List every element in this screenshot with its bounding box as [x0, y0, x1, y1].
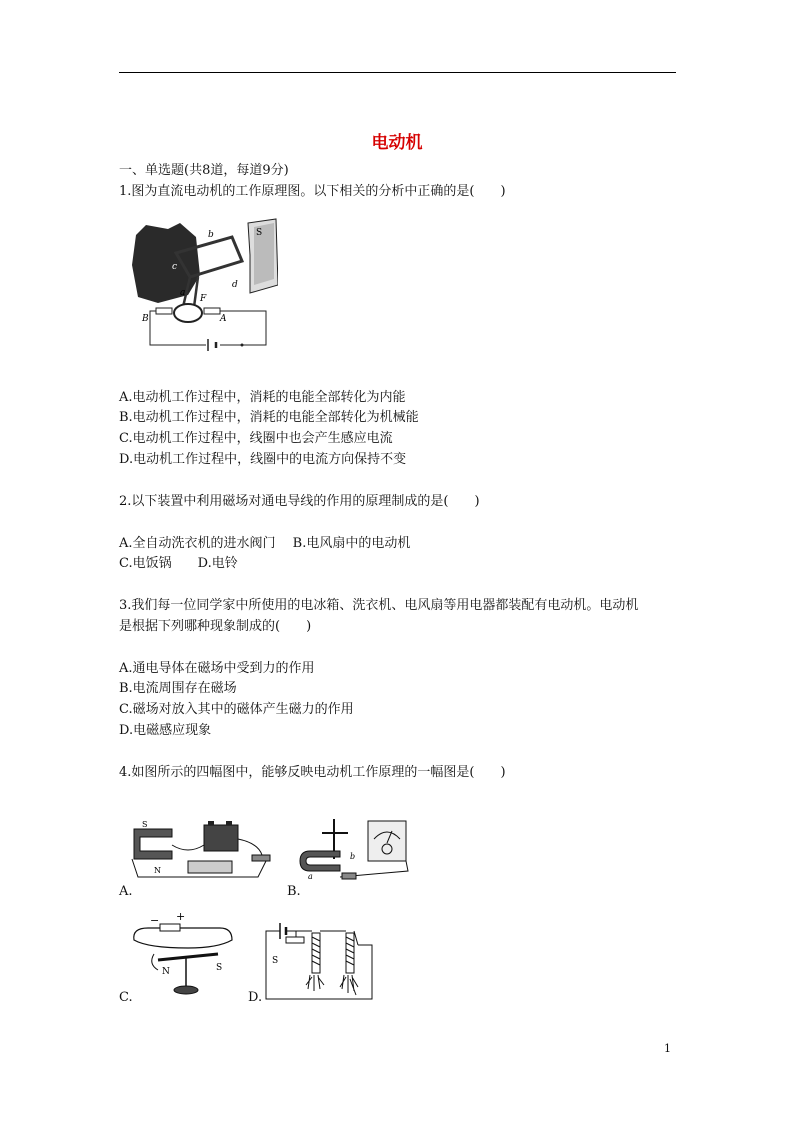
- iron-filings-2: [340, 975, 358, 995]
- switch: [342, 873, 356, 879]
- q4-label-c: C.: [119, 990, 133, 1005]
- q4-figure-a: [128, 815, 278, 885]
- section-heading: 一、单选题(共8道，每道9分): [119, 163, 289, 178]
- q3-option-d: D.电磁感应现象: [119, 723, 212, 738]
- svg-text:+: +: [176, 910, 186, 923]
- svg-text:A: A: [220, 314, 227, 324]
- svg-text:S: S: [142, 820, 148, 829]
- q2-options-row1: A.全自动洗衣机的进水阀门 B.电风扇中的电动机: [119, 536, 411, 551]
- needle-stand: [174, 986, 198, 994]
- magnet-n-pole: [132, 223, 200, 303]
- svg-text:c: c: [172, 262, 178, 272]
- q4-label-b: B.: [287, 884, 301, 899]
- header-rule: [119, 72, 676, 73]
- q1-option-a: A.电动机工作过程中，消耗的电能全部转化为内能: [119, 390, 406, 405]
- svg-text:b: b: [208, 230, 214, 240]
- horseshoe-magnet: [300, 851, 340, 871]
- iron-filings-1: [306, 975, 324, 991]
- svg-text:S: S: [256, 228, 263, 238]
- q4-figure-b: [298, 815, 413, 885]
- rheostat: [286, 937, 304, 943]
- battery-box: [204, 825, 238, 851]
- svg-text:a: a: [180, 288, 186, 298]
- svg-text:N: N: [154, 866, 161, 875]
- svg-text:a: a: [308, 872, 313, 881]
- battery: [160, 924, 180, 931]
- commutator: [174, 304, 202, 322]
- q2-options-row2: C.电饭锅 D.电铃: [119, 556, 238, 571]
- q1-option-c: C.电动机工作过程中，线圈中也会产生感应电流: [119, 431, 393, 446]
- q4-stem: 4.如图所示的四幅图中，能够反映电动机工作原理的一幅图是( ): [119, 765, 506, 780]
- svg-text:F: F: [200, 294, 207, 304]
- rheostat: [188, 861, 232, 873]
- page-title: 电动机: [371, 133, 423, 153]
- q4-figure-c: [128, 908, 238, 998]
- q1-option-d: D.电动机工作过程中，线圈中的电流方向保持不变: [119, 452, 407, 467]
- q2-stem: 2.以下装置中利用磁场对通电导线的作用的原理制成的是( ): [119, 494, 480, 509]
- galvanometer: [368, 821, 406, 861]
- svg-text:S: S: [272, 956, 279, 966]
- svg-text:S: S: [216, 963, 223, 973]
- q3-stem-line2: 是根据下列哪种现象制成的( ): [119, 619, 312, 634]
- svg-text:d: d: [232, 280, 238, 290]
- brush-a: [204, 308, 220, 314]
- q3-option-a: A.通电导体在磁场中受到力的作用: [119, 661, 315, 676]
- page-number: 1: [664, 1042, 671, 1055]
- q1-stem: 1.图为直流电动机的工作原理图。以下相关的分析中正确的是( ): [119, 184, 506, 199]
- brush-b: [156, 308, 172, 314]
- q3-option-c: C.磁场对放入其中的磁体产生磁力的作用: [119, 702, 354, 717]
- svg-text:b: b: [350, 852, 356, 861]
- q4-label-a: A.: [119, 884, 133, 899]
- svg-text:−: −: [150, 914, 160, 927]
- q4-figure-d: [262, 915, 382, 1003]
- wire-loop: [134, 928, 232, 948]
- q1-motor-figure: [128, 215, 278, 355]
- svg-text:B: B: [142, 314, 149, 324]
- q1-option-b: B.电动机工作过程中，消耗的电能全部转化为机械能: [119, 410, 419, 425]
- q4-label-d: D.: [248, 990, 263, 1005]
- compass-needle: [158, 954, 218, 960]
- horseshoe-magnet: [134, 829, 172, 859]
- switch: [252, 855, 270, 861]
- q3-option-b: B.电流周围存在磁场: [119, 681, 237, 696]
- svg-text:N: N: [162, 967, 170, 977]
- q3-stem-line1: 3.我们每一位同学家中所使用的电冰箱、洗衣机、电风扇等用电器都装配有电动机。电动机: [119, 598, 639, 613]
